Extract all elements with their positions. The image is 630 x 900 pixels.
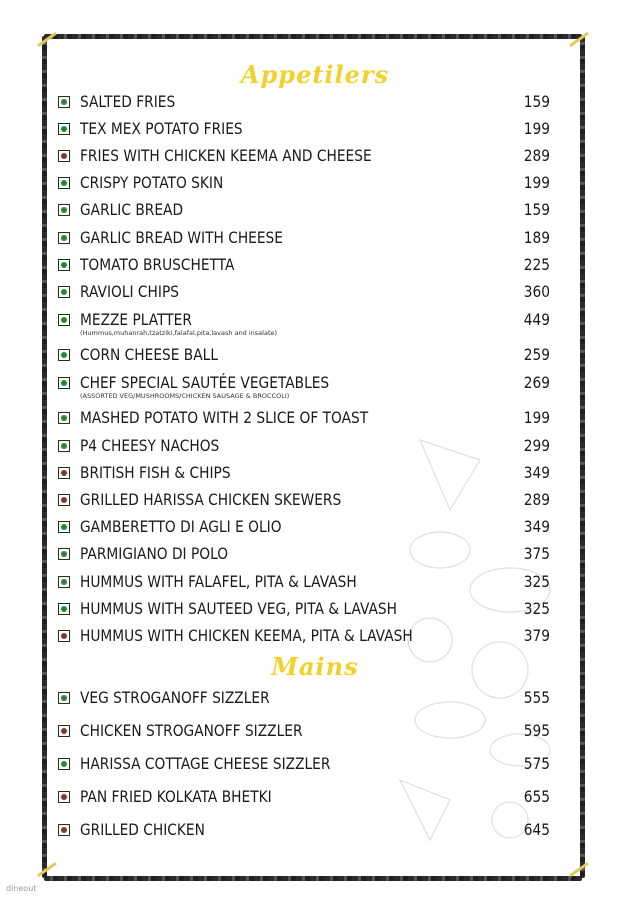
- menu-item-name: RAVIOLI CHIPS: [80, 282, 179, 301]
- menu-item-name: TOMATO BRUSCHETTA: [80, 255, 235, 274]
- menu-item-name: P4 CHEESY NACHOS: [80, 436, 220, 455]
- menu-item: [58, 688, 550, 712]
- menu-item-price: 225: [523, 255, 550, 274]
- menu-item: [58, 200, 550, 224]
- corner-decoration-icon: [569, 862, 589, 877]
- menu-item-price: 325: [523, 599, 550, 618]
- nonveg-indicator-icon: [58, 467, 70, 479]
- menu-item-price: 379: [523, 626, 550, 645]
- menu-item-price: 289: [523, 490, 550, 509]
- corner-decoration-icon: [37, 862, 57, 877]
- veg-indicator-icon: [58, 123, 70, 135]
- menu-item-name: GAMBERETTO DI AGLI E OLIO: [80, 517, 282, 536]
- veg-indicator-icon: [58, 692, 70, 704]
- veg-indicator-icon: [58, 349, 70, 361]
- menu-item: [58, 373, 550, 400]
- menu-item-price: 259: [523, 345, 550, 364]
- menu-item-price: 299: [523, 436, 550, 455]
- menu-item: [58, 599, 550, 623]
- menu-item-description: (ASSORTED VEG/MUSHROOMS/CHICKEN SAUSAGE & BROCCOLI): [80, 392, 290, 400]
- nonveg-indicator-icon: [58, 630, 70, 642]
- menu-item: [58, 119, 550, 143]
- veg-indicator-icon: [58, 286, 70, 298]
- menu-item: [58, 463, 550, 487]
- menu-item-name: GRILLED HARISSA CHICKEN SKEWERS: [80, 490, 342, 509]
- menu-item-name: HUMMUS WITH SAUTEED VEG, PITA & LAVASH: [80, 599, 398, 618]
- nonveg-indicator-icon: [58, 150, 70, 162]
- veg-indicator-icon: [58, 314, 70, 326]
- nonveg-indicator-icon: [58, 725, 70, 737]
- menu-item: [58, 146, 550, 170]
- menu-item: [58, 544, 550, 568]
- menu-item-name: GARLIC BREAD: [80, 200, 184, 219]
- menu-item-name: MEZZE PLATTER: [80, 310, 192, 329]
- menu-item-price: 575: [523, 754, 550, 773]
- menu-border-right: [580, 36, 585, 878]
- veg-indicator-icon: [58, 259, 70, 271]
- veg-indicator-icon: [58, 204, 70, 216]
- menu-item-name: HUMMUS WITH CHICKEN KEEMA, PITA & LAVASH: [80, 626, 413, 645]
- veg-indicator-icon: [58, 440, 70, 452]
- menu-item: [58, 92, 550, 116]
- appetizers-title: Appetilers: [240, 60, 390, 89]
- menu-item: [58, 820, 550, 844]
- menu-item: [58, 754, 550, 778]
- menu-item-price: 325: [523, 572, 550, 591]
- menu-item: [58, 173, 550, 197]
- menu-item-name: CHEF SPECIAL SAUTÉE VEGETABLES: [80, 373, 330, 392]
- menu-item-name: HUMMUS WITH FALAFEL, PITA & LAVASH: [80, 572, 357, 591]
- menu-item-price: 349: [523, 463, 550, 482]
- veg-indicator-icon: [58, 177, 70, 189]
- menu-item: [58, 787, 550, 811]
- menu-item-name: GRILLED CHICKEN: [80, 820, 205, 839]
- nonveg-indicator-icon: [58, 494, 70, 506]
- menu-item-price: 199: [523, 119, 550, 138]
- menu-border-bottom: [44, 876, 582, 881]
- menu-border-top: [44, 34, 582, 39]
- menu-item-name: PARMIGIANO DI POLO: [80, 544, 229, 563]
- menu-item-price: 645: [523, 820, 550, 839]
- menu-item: [58, 345, 550, 369]
- nonveg-indicator-icon: [58, 824, 70, 836]
- menu-item-name: GARLIC BREAD WITH CHEESE: [80, 228, 283, 247]
- menu-item-name: FRIES WITH CHICKEN KEEMA AND CHEESE: [80, 146, 372, 165]
- menu-item: [58, 721, 550, 745]
- menu-item-price: 199: [523, 173, 550, 192]
- menu-item: [58, 436, 550, 460]
- mains-title: Mains: [271, 652, 359, 681]
- veg-indicator-icon: [58, 377, 70, 389]
- menu-item: [58, 255, 550, 279]
- menu-item-name: MASHED POTATO WITH 2 SLICE OF TOAST: [80, 408, 369, 427]
- menu-item-name: SALTED FRIES: [80, 92, 176, 111]
- menu-item-price: 360: [523, 282, 550, 301]
- menu-item-name: PAN FRIED KOLKATA BHETKI: [80, 787, 272, 806]
- menu-item-name: CRISPY POTATO SKIN: [80, 173, 224, 192]
- menu-item: [58, 626, 550, 650]
- menu-item-price: 555: [523, 688, 550, 707]
- menu-item: [58, 490, 550, 514]
- menu-item-name: HARISSA COTTAGE CHEESE SIZZLER: [80, 754, 331, 773]
- menu-item-name: CHICKEN STROGANOFF SIZZLER: [80, 721, 303, 740]
- menu-item-name: CORN CHEESE BALL: [80, 345, 219, 364]
- veg-indicator-icon: [58, 521, 70, 533]
- menu-item-price: 159: [523, 200, 550, 219]
- menu-item-price: 375: [523, 544, 550, 563]
- menu-item-price: 349: [523, 517, 550, 536]
- veg-indicator-icon: [58, 232, 70, 244]
- menu-item: [58, 408, 550, 432]
- menu-item-price: 189: [523, 228, 550, 247]
- veg-indicator-icon: [58, 576, 70, 588]
- menu-item-name: BRITISH FISH & CHIPS: [80, 463, 231, 482]
- menu-item: [58, 572, 550, 596]
- veg-indicator-icon: [58, 548, 70, 560]
- menu-item: [58, 282, 550, 306]
- menu-item: [58, 310, 550, 337]
- menu-item-price: 159: [523, 92, 550, 111]
- veg-indicator-icon: [58, 96, 70, 108]
- veg-indicator-icon: [58, 603, 70, 615]
- menu-item-price: 289: [523, 146, 550, 165]
- menu-border-left: [42, 36, 47, 878]
- dineout-watermark: dineout: [6, 884, 37, 893]
- menu-item-price: 269: [523, 373, 550, 392]
- menu-item-name: VEG STROGANOFF SIZZLER: [80, 688, 270, 707]
- menu-item: [58, 517, 550, 541]
- menu-item-name: TEX MEX POTATO FRIES: [80, 119, 243, 138]
- menu-item: [58, 228, 550, 252]
- menu-item-price: 449: [523, 310, 550, 329]
- menu-item-description: (Hummus,muhanrah,tzatziki,falafal,pita,lavash and insalate): [80, 329, 278, 337]
- nonveg-indicator-icon: [58, 791, 70, 803]
- veg-indicator-icon: [58, 758, 70, 770]
- menu-item-price: 655: [523, 787, 550, 806]
- menu-item-price: 199: [523, 408, 550, 427]
- veg-indicator-icon: [58, 412, 70, 424]
- menu-item-price: 595: [523, 721, 550, 740]
